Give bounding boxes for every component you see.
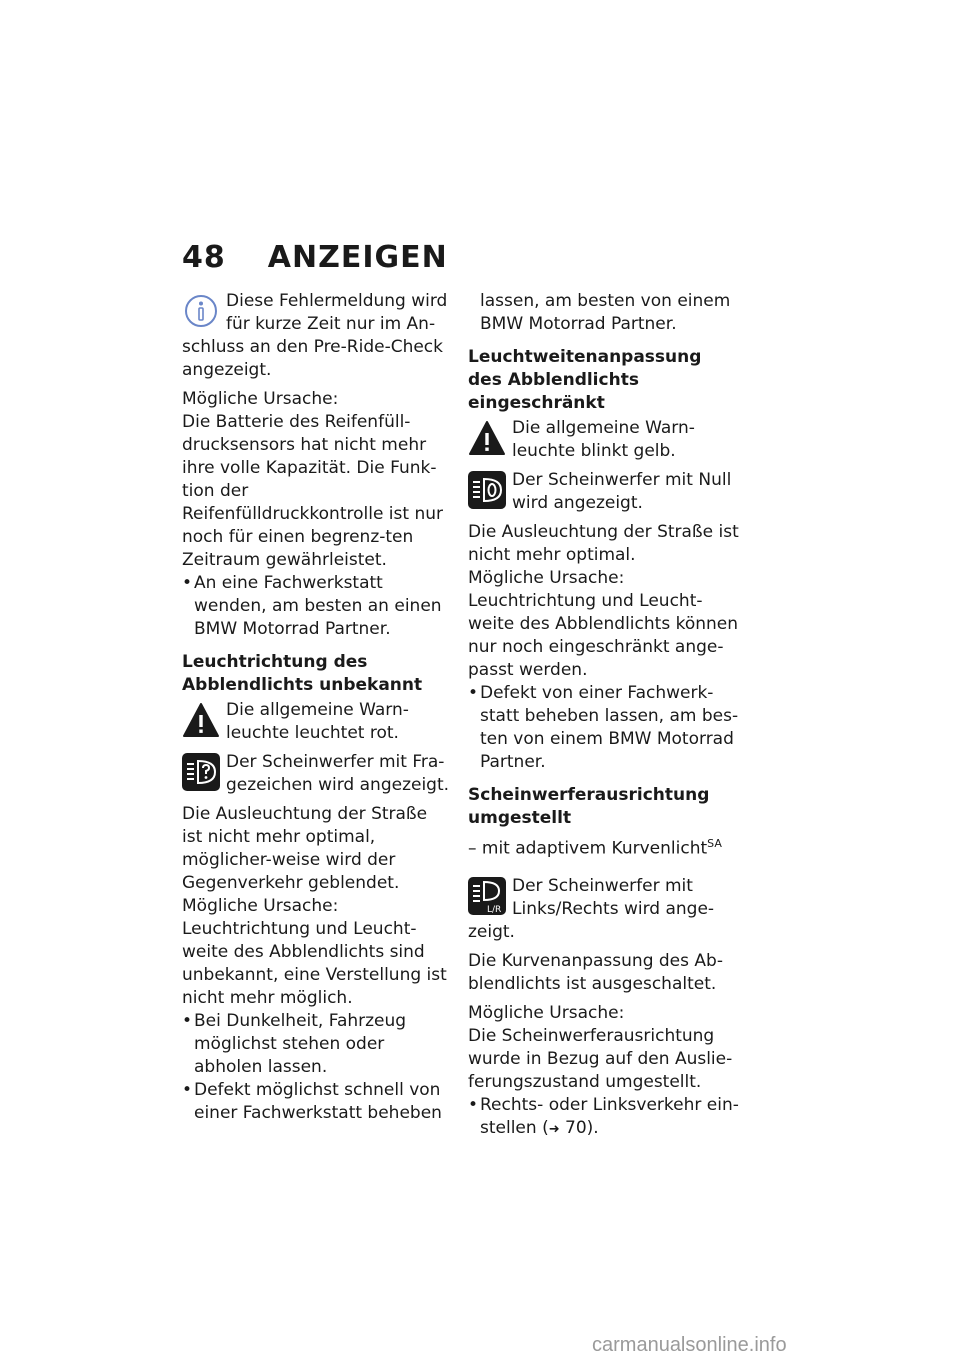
list-item: • Defekt von einer Fachwerk-statt beheben lassen, am bes-ten von einem BMW Motorrad Partner. [468,682,740,774]
left-column [182,290,452,1131]
info-icon [182,292,220,330]
page-title: ANZEIGEN [267,240,448,275]
list-item: • Bei Dunkelheit, Fahrzeug möglichst stehen oder abholen lassen. [182,1010,452,1079]
watermark: carmanualsonline.info [592,1334,787,1356]
headlight-zero-icon [468,471,506,509]
warning-light-text: Die allgemeine Warn-leuchte leuchtet rot. [226,700,409,743]
cause-text: Die Scheinwerferausrichtung wurde in Bezug auf den Auslie-ferungszustand umgestellt. [468,1025,733,1092]
list-item: • Defekt möglichst schnell von einer Fachwerkstatt beheben [182,1079,452,1125]
section-heading: Leuchtrichtung des Abblendlichts unbekannt [182,652,423,695]
headlight-question-row [182,751,452,797]
headlight-question-icon [182,753,220,791]
section-heading: Leuchtweitenanpassung des Abblendlichts eingeschränkt [468,347,702,413]
right-column [468,290,740,1147]
warning-light-text: Die allgemeine Warn-leuchte blinkt gelb. [512,418,695,461]
list-item-text: Rechts- oder Linksverkehr ein-stellen ( [480,1094,739,1138]
info-note [182,290,452,382]
cause-label: Mögliche Ursache: [182,389,339,409]
cause-label: Mögliche Ursache: [468,1002,625,1023]
option-superscript: SA [707,837,722,850]
page-header [182,240,448,275]
continued-text: lassen, am besten von einem BMW Motorrad Partner. [480,291,731,334]
cause-text: Leuchtrichtung und Leucht-weite des Abblendlichts können nur noch eingeschränkt ange-passt werden. [468,591,738,680]
headlight-lr-text: Der Scheinwerfer mit Links/Rechts wird ange-zeigt. [468,875,715,942]
effect-text: Die Ausleuchtung der Straße ist nicht mehr optimal. [468,522,739,565]
svg-text:L/R: L/R [487,904,502,915]
info-text-cont: schluss an den Pre-Ride-Check angezeigt. [182,337,443,380]
cause-text: Die Batterie des Reifenfüll-drucksensors hat nicht mehr ihre volle Kapazität. Die Funk-tion der Reifenfülldruckkontrolle ist nur noch für einen begrenz-ten Zeitraum gewährleistet. [182,412,443,570]
cause-label: Mögliche Ursache: [182,896,339,916]
headlight-left-right-icon [468,877,506,915]
warning-light-row [182,699,452,745]
warning-triangle-icon [468,419,506,457]
list-item: • An eine Fachwerkstatt wenden, am besten an einen BMW Motorrad Partner. [182,572,452,641]
info-text: Diese Fehlermeldung wird für kurze Zeit nur im An- [226,291,448,334]
page-reference-link[interactable]: 70 [565,1117,587,1138]
cause-label: Mögliche Ursache: [468,568,625,588]
section-heading: Scheinwerferausrichtung umgestellt [468,785,710,828]
page-number: 48 [182,240,226,275]
option-line [468,832,740,861]
headlight-question-text: Der Scheinwerfer mit Fra-gezeichen wird angezeigt. [226,752,450,795]
action-list [182,1010,452,1125]
effect-text: Die Ausleuchtung der Straße ist nicht mehr optimal, möglicher-weise wird der Gegenverkehr geblendet. [182,804,428,893]
warning-triangle-icon [182,701,220,739]
action-list [468,682,740,774]
action-list [182,572,452,641]
page-ref-arrow-icon: ➜ [548,1121,560,1137]
effect-text: Die Kurvenanpassung des Ab-blendlichts ist ausgeschaltet. [468,950,723,994]
option-text: – mit adaptivem Kurvenlicht [468,838,708,859]
headlight-zero-text: Der Scheinwerfer mit Null wird angezeigt. [512,470,732,513]
warning-light-row [468,417,740,463]
cause-text: Leuchtrichtung und Leucht-weite des Abblendlichts sind unbekannt, eine Verstellung ist nicht mehr möglich. [182,919,447,1008]
list-item-text-end: ). [586,1117,599,1138]
headlight-lr-row [468,875,740,944]
list-item [468,1094,740,1141]
action-list [468,1094,740,1141]
headlight-zero-row [468,469,740,515]
